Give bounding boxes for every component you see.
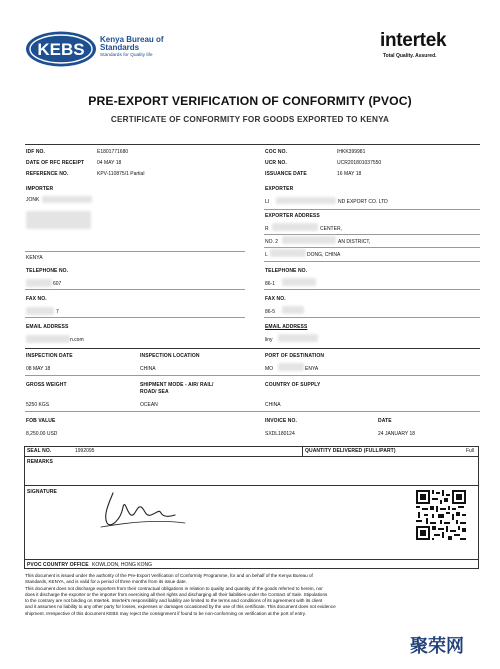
remarks-label: REMARKS <box>27 459 53 465</box>
country-supply-label: COUNTRY OF SUPPLY <box>265 382 321 388</box>
exporter-address-label: EXPORTER ADDRESS <box>265 213 320 219</box>
redaction-blur <box>282 278 316 286</box>
coc-no-label: COC NO. <box>265 149 288 155</box>
importer-fax-label: FAX NO. <box>26 296 47 302</box>
kebs-tagline: Standards for Quality life <box>100 53 153 58</box>
importer-fax-value: 7 <box>56 309 59 315</box>
idf-no-value: E1801771680 <box>97 149 129 155</box>
exporter-address-line3-tail: DONG, CHINA <box>307 252 341 258</box>
rule <box>25 411 480 412</box>
exporter-telephone-value: 86-1 <box>265 281 276 287</box>
seal-no-value: 1992095 <box>75 448 95 454</box>
quantity-delivered-label: QUANTITY DELIVERED (FULL/PART) <box>305 448 396 454</box>
seal-row-rule <box>24 456 479 457</box>
intertek-wordmark: intertek <box>380 30 447 51</box>
footnotes <box>25 573 485 617</box>
section-rule <box>25 348 480 349</box>
port-destination-value: MO <box>265 366 274 372</box>
kebs-name-line2: Standards <box>100 43 140 52</box>
reference-no-label: REFERENCE NO. <box>26 171 69 177</box>
inspection-date-value: 08 MAY 18 <box>26 366 51 372</box>
redaction-blur <box>282 236 336 244</box>
intertek-logo <box>380 30 480 65</box>
rule <box>264 289 480 290</box>
exporter-name-tail: ND EXPORT CO. LTD <box>338 199 388 205</box>
importer-telephone-label: TELEPHONE NO. <box>26 268 69 274</box>
rule <box>264 209 480 210</box>
redaction-blur <box>26 307 54 315</box>
certificate-title: PRE-EXPORT VERIFICATION OF CONFORMITY (PVOC) <box>88 94 412 108</box>
port-destination-label: PORT OF DESTINATION <box>265 353 325 359</box>
pvoc-office-label: PVOC COUNTRY OFFICE <box>27 562 89 568</box>
rule <box>25 289 245 290</box>
inspection-date-label: INSPECTION DATE <box>26 353 73 359</box>
exporter-name: LI <box>265 199 270 205</box>
rfc-date-label: DATE OF RFC RECEIPT <box>26 160 85 166</box>
seal-box <box>24 446 479 569</box>
country-supply-value: CHINA <box>265 402 281 408</box>
redaction-blur <box>42 196 92 203</box>
exporter-label: EXPORTER <box>265 186 294 192</box>
exporter-email-label: EMAIL ADDRESS <box>265 324 308 330</box>
redaction-blur <box>278 363 304 371</box>
remarks-rule <box>24 485 479 486</box>
ucr-no-value: UCR201801037550 <box>337 160 382 166</box>
inspection-location-value: CHINA <box>140 366 156 372</box>
footnote-line: and it assumes no liability to any other party for losses, expenses or damages occasioned by the use of this certificate. This document does not evidence <box>25 604 336 610</box>
issuance-date-value: 16 MAY 18 <box>337 171 362 177</box>
seal-row-divider <box>302 446 303 456</box>
exporter-address-line1: R <box>265 226 269 232</box>
svg-text:KEBS: KEBS <box>37 40 85 59</box>
invoice-no-value: SXDL180124 <box>265 431 295 437</box>
idf-no-label: IDF NO. <box>26 149 46 155</box>
intertek-tagline: Total Quality. Assured. <box>383 53 437 59</box>
redaction-blur <box>272 223 318 231</box>
shipment-mode-label-line1: SHIPMENT MODE - AIR/ RAIL/ <box>140 382 214 388</box>
gross-weight-value: 5250 KGS <box>26 402 50 408</box>
exporter-address-line2-tail: AN DISTRICT, <box>338 239 371 245</box>
shipment-mode-label-line2: ROAD/ SEA <box>140 389 169 395</box>
redaction-blur <box>270 249 306 257</box>
footnote-line: shipment. Irrespective of this document KEBS may reject the consignment if found to be non-conforming on verification at the port of entry. <box>25 610 307 616</box>
exporter-fax-label: FAX NO. <box>265 296 286 302</box>
seal-no-label: SEAL NO. <box>27 448 52 454</box>
redaction-blur <box>26 335 70 343</box>
invoice-date-label: DATE <box>378 418 392 424</box>
rule <box>25 375 480 376</box>
importer-country: KENYA <box>26 255 43 261</box>
rule <box>25 317 245 318</box>
footnote-line: to the contrary are not binding on Intertek. Intertek's responsibility and liability are limited to the terms and conditions of its agreement with its client <box>25 598 323 604</box>
invoice-date-value: 24 JANUARY 18 <box>378 431 416 437</box>
kebs-name-line1: Kenya Bureau of <box>100 35 164 44</box>
redaction-blur <box>26 279 52 287</box>
exporter-address-line1-tail: CENTER, <box>320 226 342 232</box>
rule <box>264 247 480 248</box>
exporter-email-value: liny <box>265 337 273 343</box>
reference-no-value: KPV-110875/1 Partial <box>97 171 145 177</box>
coc-no-value: IHKK399981 <box>337 149 366 155</box>
rfc-date-value: 04 MAY 18 <box>97 160 122 166</box>
issuance-date-label: ISSUANCE DATE <box>265 171 307 177</box>
watermark: 聚荣网 <box>410 636 464 657</box>
importer-email-label: EMAIL ADDRESS <box>26 324 69 330</box>
fob-value-label: FOB VALUE <box>26 418 56 424</box>
importer-telephone-value: 607 <box>53 281 62 287</box>
top-rule <box>25 144 480 145</box>
importer-name: JONK <box>26 197 40 203</box>
redaction-blur <box>282 306 304 314</box>
rule <box>264 234 480 235</box>
importer-email-value: n.com <box>70 337 84 343</box>
footnote-line: does it discharge the exporter or the importer from exercising all their rights and discharging all their liabilities under the Contract of Sale. Stipulations <box>25 591 328 597</box>
footnote-line: This document does not discharge exporters from their contractual obligations in relation to quality and quantity of the goods referred to herein, nor <box>25 585 323 591</box>
gross-weight-label: GROSS WEIGHT <box>26 382 67 388</box>
rule <box>264 317 480 318</box>
fob-value: 8,250.00 USD <box>26 431 58 437</box>
exporter-address-line2: NO. 2 <box>265 239 279 245</box>
redaction-blur <box>278 334 318 342</box>
certificate-subtitle: CERTIFICATE OF CONFORMITY FOR GOODS EXPORTED TO KENYA <box>110 115 390 124</box>
rule <box>25 251 245 252</box>
footnote-line: This document is issued under the authority of the Pre-Export Verification of Conformity Programme, for and on behalf of the Kenya Bureau of <box>25 573 313 578</box>
office-row-rule <box>24 559 479 560</box>
exporter-address-line3: L <box>265 252 268 258</box>
footnote-line: Standards, KENYA, and is valid for a period of three months from its issue date. <box>25 579 187 585</box>
kebs-logo <box>25 30 165 70</box>
rule <box>264 261 480 262</box>
exporter-fax-value: 86-5 <box>265 309 276 315</box>
exporter-telephone-label: TELEPHONE NO. <box>265 268 308 274</box>
port-destination-tail: ENYA <box>305 366 319 372</box>
signature-scribble <box>95 485 195 535</box>
inspection-location-label: INSPECTION LOCATION <box>140 353 200 359</box>
redaction-blur <box>276 197 336 204</box>
ucr-no-label: UCR NO. <box>265 160 287 166</box>
quantity-delivered-value: Full <box>466 448 475 454</box>
redaction-blur <box>26 211 91 229</box>
importer-label: IMPORTER <box>26 186 54 192</box>
invoice-no-label: INVOICE NO. <box>265 418 297 424</box>
pvoc-office-value: KOWLOON, HONG KONG <box>92 562 153 568</box>
qr-code <box>416 490 466 540</box>
shipment-mode-value: OCEAN <box>140 402 158 408</box>
signature-label: SIGNATURE <box>27 489 57 495</box>
kebs-emblem <box>25 30 97 68</box>
